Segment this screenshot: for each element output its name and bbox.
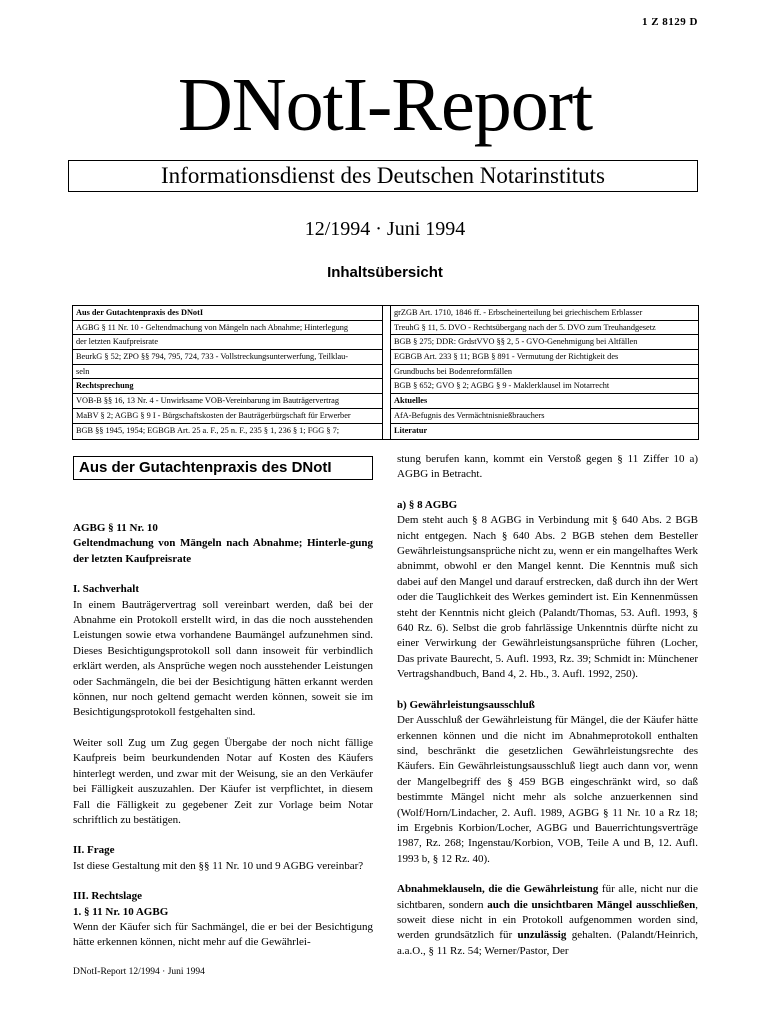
toc-left-column [72,306,383,439]
toc-entry: Literatur [394,425,428,435]
heading-b: b) Gewährleistungsausschluß [397,698,535,711]
heading-rechtslage-1: 1. § 11 Nr. 10 AGBG [73,905,169,918]
paragraph-a: Dem steht auch § 8 AGBG in Verbindung mit § 640 Abs. 2 BGB nicht entgegen. Nach § 640 Abs. 2 BGB stehen dem Besteller Gewährleistungsansprüche nicht zu, wenn er ein mangelhaftes Werk abnimmt, obwohl er den Mangel kennt. Die Kenntnis muß sich dabei auf den Mangel und darauf erstrecken, daß durch ihn der Wert oder die Tauglichkeit des Werkes gemindert ist. Ein Kennenmüssen steht der Kenntnis nicht gleich (Palandt/Thomas, 53. Aufl. 1993, § 640 Rz. 6). Selbst die grob fahrlässige Unkenntnis dürfte nicht zu einer Verwirkung der Gewährleistungsansprüche führen (Locher, Das private Baurecht, 5. Aufl. 1993, Rz. 39; Schmidt in: Münchener Vertragshandbuch, Band 4, 2. Hb., 3. Aufl. 1992, 250). [397,514,698,681]
issue-date: 12/1994 · Juni 1994 [304,218,466,240]
toc-title: Inhaltsübersicht [327,264,443,281]
left-column [73,456,373,951]
toc-entry: EGBGB Art. 233 § 11; BGB § 891 - Vermutung der Richtigkeit des [391,350,698,365]
masthead-title: DNotI-Report [177,63,593,147]
document-id: 1 Z 8129 D [641,16,698,28]
toc-table [72,305,699,440]
heading-frage: II. Frage [73,844,115,857]
toc-entry: MaBV § 2; AGBG § 9 I - Bürgschaftskosten der Bauträgerbürgschaft für Erwerber [73,409,382,424]
paragraph-c-text-3: gehalten. (Palandt/Heinrich, a.a.O., § 11 Rz. 54; Werner/Pastor, Der [397,929,698,957]
masthead-subtitle: Informationsdienst des Deutschen Notarinstituts [68,160,698,192]
toc-entry: Grundbuchs bei Bodenreformfällen [391,365,698,380]
paragraph-c-bold-2: auch die unsichtbaren Mängel ausschließen [487,898,696,911]
paragraph-c [397,882,698,959]
paragraph-c-text-2: , soweit diese nicht in ein Protokoll aufgenommen worden sind, werden grundsätzlich für [397,898,698,942]
toc-entry: grZGB Art. 1710, 1846 ff. - Erbscheinerteilung bei griechischem Erblasser [391,306,698,321]
paragraph-c-bold-3: unzulässig [517,929,567,942]
page-footer: DNotI-Report 12/1994 · Juni 1994 [73,967,205,977]
toc-entry: seln [73,365,382,380]
heading-a: a) § 8 AGBG [397,498,458,511]
toc-entry: BGB § 275; DDR: GrdstVVO §§ 2, 5 - GVO-Genehmigung bei Altfällen [391,335,698,350]
toc-entry: AfA-Befugnis des Vermächtnisnießbrauchers [391,409,698,424]
toc-entry: der letzten Kaufpreisrate [73,335,382,350]
paragraph-c-text-1: für alle, nicht nur die sichtbaren, sondern [397,883,699,911]
toc-entry: BGB § 652; GVO § 2; AGBG § 9 - Maklerklausel im Notarrecht [391,379,698,394]
toc-entry: AGBG § 11 Nr. 10 - Geltendmachung von Mängeln nach Abnahme; Hinterlegung [73,321,382,336]
paragraph-c-bold-1: Abnahmeklauseln, die die Gewährleistung [397,883,599,896]
paragraph-b: Der Ausschluß der Gewährleistung für Mängel, die der Käufer hätte erkennen können und die nicht im Abnahmeprotokoll enthalten sind, beschränkt die gesetzlichen Gewährleistungsrechte des Käufers. Ein Gewährleistungsausschluß liegt auch dann vor, wenn der Mangelbegriff des § 459 BGB eingeschränkt wird, so daß bestimmte Mängel nicht mehr als solche anzuerkennen sind (Wolf/Horn/Lindacher, 2. Aufl. 1989, AGBG § 11 Nr. 10 a Rz 18; im Ergebnis Korbion/Locher, AGBG und Bauerrichtungsverträge 1987, Rz. 268; Ingenstau/Korbion, VOB, Teile A und B, 12. Aufl. 1993 b, § 12 Rz. 40). [397,714,698,865]
toc-entry: BGB §§ 1945, 1954; EGBGB Art. 25 a. F., 25 n. F., 235 § 1, 236 § 1; FGG § 7; [76,425,340,435]
section-title: Aus der Gutachtenpraxis des DNotI [73,456,373,480]
paragraph-sachverhalt-2: Weiter soll Zug um Zug gegen Übergabe der noch nicht fällige Kaufpreis beim beurkundenden Notar auf Kosten des Käufers hinterlegt werden, und zwar mit der Weisung, sie an den Verkäufer bei Fälligkeit auszuzahlen. Der Käufer ist verpflichtet, in diesem Fall die Fälligkeit zu gegebener Zeit zur Vorlage beim Notar schriftlich zu bestätigen. [73,736,373,826]
toc-entry: BeurkG § 52; ZPO §§ 794, 795, 724, 733 - Vollstreckungsunterwerfung, Teilklau- [73,350,382,365]
heading-sachverhalt: I. Sachverhalt [73,583,139,596]
paragraph-continued: stung berufen kann, kommt ein Verstoß gegen § 11 Ziffer 10 a) AGBG in Betracht. [397,453,698,481]
toc-entry: Rechtsprechung [73,379,382,394]
heading-rechtslage: III. Rechtslage [73,890,143,903]
article-heading: AGBG § 11 Nr. 10 [73,522,158,534]
toc-entry: TreuhG § 11, 5. DVO - Rechtsübergang nach der 5. DVO zum Treuhandgesetz [391,321,698,336]
right-column [397,452,698,959]
toc-entry: VOB-B §§ 16, 13 Nr. 4 - Unwirksame VOB-Vereinbarung im Bauträgervertrag [73,394,382,409]
paragraph-sachverhalt-1: In einem Bauträgervertrag soll vereinbart werden, daß bei der Abnahme ein Protokoll erstellt wird, in das die noch ausstehenden Leistungen sowie etwa vorhandene Baumängel aufzunehmen sind. Dieses Besichtigungsprotokoll soll dann insoweit für verbindlich erklärt werden, als Ansprüche wegen noch ausstehender Leistungen oder Sachmängeln, die bei der Besichtigung hätten erkannt werden können, nur noch geltend gemacht werden können, soweit sie im Besichtigungsprotokoll festgehalten sind. [73,598,373,719]
toc-entry: Aus der Gutachtenpraxis des DNotI [73,306,382,321]
paragraph-rechtslage: Wenn der Käufer sich für Sachmängel, die er bei der Besichtigung hätte erkennen können, nicht mehr auf die Gewährlei- [73,920,373,949]
article-subheading: Geltendmachung von Mängeln nach Abnahme; Hinterle-gung der letzten Kaufpreisrate [73,537,373,565]
paragraph-frage: Ist diese Gestaltung mit den §§ 11 Nr. 10 und 9 AGBG vereinbar? [73,859,364,872]
toc-entry: Aktuelles [391,394,698,409]
toc-right-column [390,306,699,439]
